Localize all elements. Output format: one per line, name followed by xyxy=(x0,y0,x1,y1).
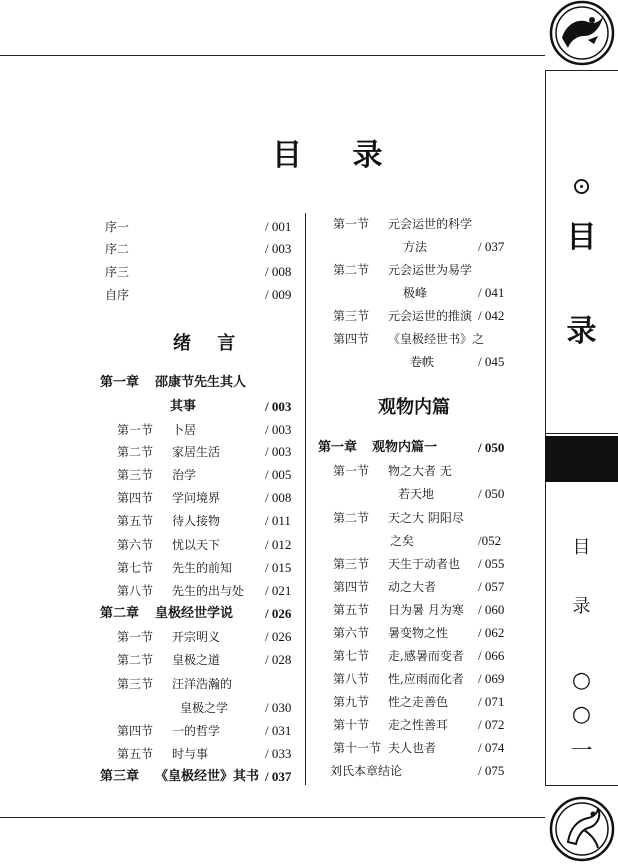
toc-entry-label: 第一章 xyxy=(100,375,140,390)
toc-entry xyxy=(0,328,545,350)
toc-entry-label: 第二节 xyxy=(117,653,154,667)
toc-entry-label: 序二 xyxy=(105,242,130,256)
toc-entry-page: / 072 xyxy=(478,717,505,732)
toc-entry xyxy=(0,760,545,782)
toc-entry-label: 第五节 xyxy=(117,747,154,761)
toc-entry-title: 天生于动者也 xyxy=(388,557,461,571)
toc-entry xyxy=(0,714,545,736)
toc-entry-page: / 037 xyxy=(265,769,292,784)
toc-entry xyxy=(0,668,545,690)
toc-entry xyxy=(0,691,545,713)
toc-entry-label: 第二节 xyxy=(117,445,154,459)
toc-entry xyxy=(0,599,545,621)
sidebar-top-rule xyxy=(545,70,618,71)
toc-entry xyxy=(0,372,545,394)
toc-entry xyxy=(0,622,545,644)
toc-entry-label: 第二节 xyxy=(333,263,370,277)
toc-entry xyxy=(0,236,545,258)
toc-entry-label: 第二章 xyxy=(100,606,140,621)
toc-entry-page: / 021 xyxy=(265,583,292,598)
toc-entry-label: 第七节 xyxy=(333,649,370,663)
toc-entry xyxy=(0,530,545,552)
section-heading-inner: 观物内篇 xyxy=(378,397,450,418)
toc-entry-title: 性,应雨而化者 xyxy=(388,672,464,686)
toc-entry xyxy=(0,282,545,304)
toc-entry-title: 卜居 xyxy=(172,423,197,437)
toc-entry-title: 元会运世的科学 xyxy=(388,217,473,231)
toc-entry-title: 时与事 xyxy=(172,747,209,761)
toc-entry-label: 第三节 xyxy=(117,677,154,691)
toc-entry-label: 第一节 xyxy=(117,630,154,644)
toc-entry-title: 方法 xyxy=(403,240,428,254)
toc-entry xyxy=(0,396,545,418)
toc-entry-page: / 074 xyxy=(478,740,505,755)
toc-entry xyxy=(0,483,545,505)
toc-entry-title: 一的哲学 xyxy=(172,724,221,738)
bottom-medallion-icon xyxy=(548,796,616,862)
toc-entry-title: 其事 xyxy=(170,399,197,414)
toc-entry-label: 第三章 xyxy=(100,769,140,784)
sidebar-dot: ⊙ xyxy=(571,172,592,200)
bottom-rule xyxy=(0,817,545,818)
toc-entry xyxy=(0,259,545,281)
sidebar-black-band xyxy=(545,436,618,482)
toc-entry-title: 走之性善耳 xyxy=(388,718,449,732)
toc-entry-page: / 026 xyxy=(265,606,292,621)
toc-entry-label: 第八节 xyxy=(333,672,370,686)
toc-entry-label: 第五节 xyxy=(333,603,370,617)
sidebar-big-char-1: 目 xyxy=(566,220,597,255)
toc-entry-title: 天之大 阴阳尽 xyxy=(388,511,464,525)
toc-entry-page: / 045 xyxy=(478,354,505,369)
toc-entry-page: / 031 xyxy=(265,723,292,738)
toc-entry-title: 夫人也者 xyxy=(388,741,437,755)
toc-entry-page: / 050 xyxy=(478,440,505,455)
toc-entry-label: 第六节 xyxy=(117,538,154,552)
toc-entry-page: / 069 xyxy=(478,671,505,686)
toc-entry xyxy=(0,576,545,598)
toc-entry-label: 第五节 xyxy=(117,514,154,528)
toc-entry-label: 第九节 xyxy=(333,695,370,709)
toc-entry xyxy=(0,437,545,459)
toc-entry-page: / 026 xyxy=(265,629,292,644)
toc-entry-label: 第三节 xyxy=(333,309,370,323)
toc-entry-label: 第一节 xyxy=(333,217,370,231)
toc-entry-label: 第八节 xyxy=(117,584,154,598)
toc-entry-title: 日为暑 月为寒 xyxy=(388,603,464,617)
toc-entry xyxy=(0,351,545,373)
toc-entry-page: / 009 xyxy=(265,287,292,302)
toc-entry-label: 第六节 xyxy=(333,626,370,640)
toc-entry-label: 序三 xyxy=(105,265,130,279)
sidebar-page-num-3: 一 xyxy=(570,739,593,764)
toc-entry-label: 第四节 xyxy=(333,580,370,594)
toc-entry-title: 皇极之道 xyxy=(172,653,221,667)
toc-entry-title: 极峰 xyxy=(403,286,428,300)
toc-entry-title: 元会运世的推演 xyxy=(388,309,473,323)
toc-entry-label: 第四节 xyxy=(117,724,154,738)
toc-entry-title: 观物内篇一 xyxy=(372,440,438,455)
toc-entry-title: 皇极经世学说 xyxy=(155,606,234,621)
toc-entry-label: 第二节 xyxy=(333,511,370,525)
toc-entry-title: 走,感暑而变者 xyxy=(388,649,464,663)
toc-entry-label: 第十节 xyxy=(333,718,370,732)
toc-entry-page: / 028 xyxy=(265,652,292,667)
toc-entry-page: / 011 xyxy=(265,513,291,528)
toc-entry xyxy=(0,305,545,327)
toc-entry xyxy=(0,645,545,667)
sidebar-page-num-2: ○ xyxy=(571,702,592,727)
top-rule xyxy=(0,55,545,56)
toc-entry-page: / 003 xyxy=(265,444,292,459)
toc-entry-label: 第一节 xyxy=(117,423,154,437)
toc-entry-title: 先生的出与处 xyxy=(172,584,245,598)
sidebar-big-char-2: 录 xyxy=(566,314,597,349)
toc-entry-page: / 008 xyxy=(265,490,292,505)
toc-entry xyxy=(0,460,545,482)
toc-entry-page: / 075 xyxy=(478,763,505,778)
sidebar-bottom-rule xyxy=(545,785,618,786)
toc-entry-label: 第一节 xyxy=(333,464,370,478)
toc-entry-title: 物之大者 无 xyxy=(388,464,452,478)
toc-entry-title: 家居生活 xyxy=(172,445,221,459)
toc-entry-page: / 003 xyxy=(265,399,292,414)
toc-entry-title: 先生的前知 xyxy=(172,561,233,575)
toc-entry-title: 待人接物 xyxy=(172,514,221,528)
toc-entry-label: 第四节 xyxy=(117,491,154,505)
toc-entry-title: 《皇极经世》其书 xyxy=(155,769,260,784)
toc-entry-title: 元会运世为易学 xyxy=(388,263,473,277)
toc-entry-page: / 060 xyxy=(478,602,505,617)
section-heading-intro: 绪 言 xyxy=(173,333,246,354)
toc-entry-title: 暑变物之性 xyxy=(388,626,449,640)
toc-entry-title: 邵康节先生其人 xyxy=(155,375,247,390)
toc-entry-page: / 042 xyxy=(478,308,505,323)
toc-entry-label: 第一章 xyxy=(318,440,358,455)
toc-entry-label: 自序 xyxy=(105,288,130,302)
toc-entry xyxy=(0,553,545,575)
toc-entry-title: 开宗明义 xyxy=(172,630,221,644)
toc-entry-page: / 057 xyxy=(478,579,505,594)
toc-entry-page: / 055 xyxy=(478,556,505,571)
toc-entry-page: / 033 xyxy=(265,746,292,761)
toc-entry-page: / 062 xyxy=(478,625,505,640)
sidebar-small-char-1: 目 xyxy=(572,537,591,558)
sidebar-page-num-1: ○ xyxy=(571,668,592,693)
toc-entry-title: 性之走善色 xyxy=(388,695,449,709)
toc-entry-page: / 030 xyxy=(265,700,292,715)
toc-entry-label: 第三节 xyxy=(117,468,154,482)
toc-entry-title: 皇极之学 xyxy=(180,701,229,715)
toc-entry-title: 忧以天下 xyxy=(172,538,221,552)
toc-entry-title: 《皇极经世书》之 xyxy=(388,332,485,346)
toc-entry-label: 序一 xyxy=(105,220,130,234)
toc-entry-page: /052 xyxy=(478,533,502,548)
toc-entry-title: 汪洋浩瀚的 xyxy=(172,677,233,691)
toc-entry-page: / 050 xyxy=(478,486,505,501)
toc-entry-label: 第七节 xyxy=(117,561,154,575)
toc-entry-page: / 041 xyxy=(478,285,505,300)
toc-entry-page: / 003 xyxy=(265,241,292,256)
toc-entry-page: / 066 xyxy=(478,648,505,663)
toc-entry-label: 第四节 xyxy=(333,332,370,346)
toc-entry-title: 若天地 xyxy=(398,487,435,501)
toc-entry-page: / 008 xyxy=(265,264,292,279)
sidebar-divider xyxy=(545,433,618,434)
toc-entry-label: 第三节 xyxy=(333,557,370,571)
toc-entry xyxy=(0,507,545,529)
toc-entry-title: 治学 xyxy=(172,468,197,482)
toc-entry-title: 学问境界 xyxy=(172,491,221,505)
toc-entry-page: / 005 xyxy=(265,467,292,482)
toc-entry-page: / 001 xyxy=(265,219,292,234)
toc-entry-label: 刘氏本章结论 xyxy=(330,764,403,778)
toc-entry-title: 之矣 xyxy=(390,534,415,548)
page-title: 目 录 xyxy=(272,138,403,173)
toc-entry xyxy=(0,213,545,235)
toc-entry-label: 第十一节 xyxy=(333,741,382,755)
toc-entry-page: / 071 xyxy=(478,694,505,709)
toc-entry-title: 卷帙 xyxy=(410,355,435,369)
toc-entry-page: / 012 xyxy=(265,537,292,552)
toc-entry-title: 动之大者 xyxy=(388,580,437,594)
toc-entry-page: / 003 xyxy=(265,422,292,437)
toc-entry-page: / 037 xyxy=(478,239,505,254)
top-medallion-icon xyxy=(548,0,616,66)
toc-entry xyxy=(0,737,545,759)
toc-entry-page: / 015 xyxy=(265,560,292,575)
sidebar-small-char-2: 录 xyxy=(572,596,591,617)
